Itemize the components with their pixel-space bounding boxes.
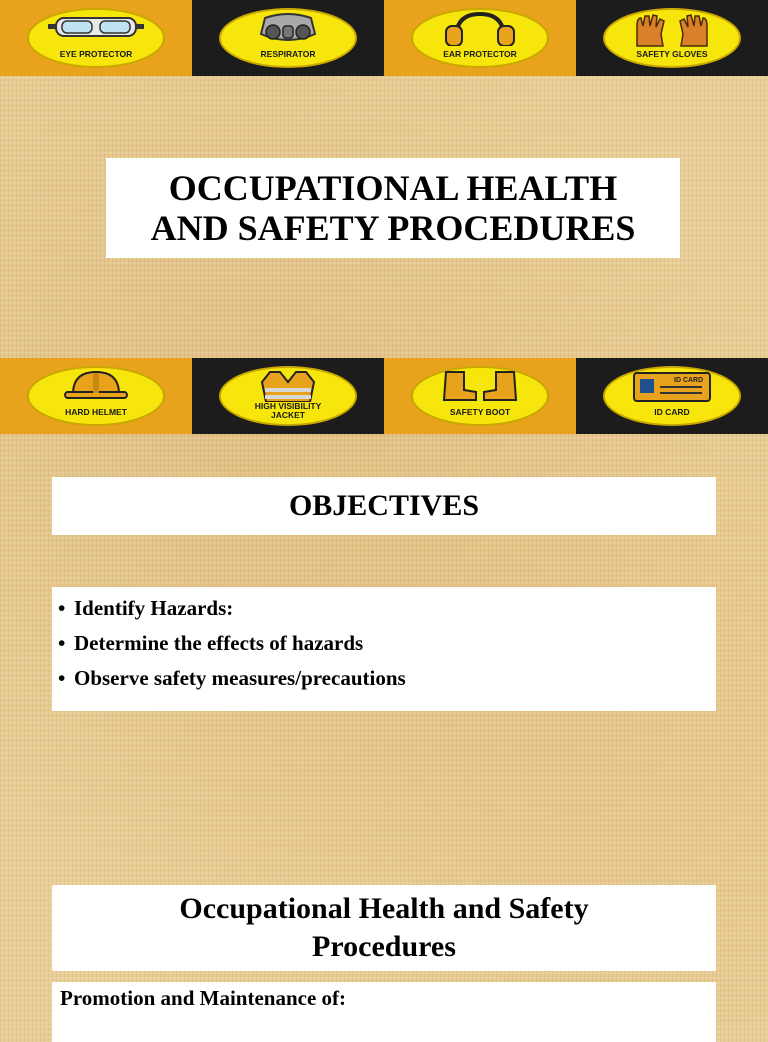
ppe-label: HIGH VISIBILITY JACKET <box>254 401 322 420</box>
section-title: Occupational Health and Safety Procedures <box>179 892 589 963</box>
ppe-label: EYE PROTECTOR <box>59 49 133 59</box>
ppe-label: SAFETY GLOVES <box>636 49 708 59</box>
goggles-icon <box>48 12 144 42</box>
title-panel <box>106 158 680 258</box>
list-item-text: Determine the effects of hazards <box>74 631 364 655</box>
promotion-panel <box>52 982 716 1042</box>
ppe-oval <box>219 8 357 68</box>
objectives-heading: OBJECTIVES <box>288 489 480 522</box>
ppe-oval <box>603 366 741 426</box>
ppe-label: EAR PROTECTOR <box>443 49 517 59</box>
ppe-cell-respirator <box>192 0 384 76</box>
id-card-icon <box>630 370 714 402</box>
ear-muffs-icon <box>440 12 520 46</box>
bullet: • <box>58 596 66 620</box>
page-title: OCCUPATIONAL HEALTH AND SAFETY PROCEDURES <box>150 168 636 248</box>
ppe-cell-safety-boot <box>384 358 576 434</box>
respirator-icon <box>253 12 323 46</box>
ppe-label: SAFETY BOOT <box>449 407 511 417</box>
objectives-list-panel <box>52 587 716 711</box>
ppe-cell-high-visibility-jacket <box>192 358 384 434</box>
ppe-strip-top <box>0 0 768 76</box>
ppe-cell-id-card <box>576 358 768 434</box>
ppe-oval <box>411 366 549 426</box>
ppe-label: ID CARD <box>654 407 690 417</box>
section-title-panel <box>52 885 716 971</box>
ppe-label: RESPIRATOR <box>260 49 316 59</box>
list-item-text: Identify Hazards: <box>74 596 234 620</box>
objectives-heading-panel <box>52 477 716 535</box>
ppe-oval <box>411 8 549 68</box>
list-item <box>58 661 716 696</box>
ppe-oval <box>603 8 741 68</box>
ppe-cell-ear-protector <box>384 0 576 76</box>
ppe-cell-eye-protector <box>0 0 192 76</box>
bullet: • <box>58 631 66 655</box>
list-item <box>58 626 716 661</box>
ppe-label: HARD HELMET <box>65 407 127 417</box>
id-card-text: ID CARD <box>674 377 704 384</box>
helmet-icon <box>61 370 131 402</box>
vest-icon <box>256 370 320 402</box>
ppe-cell-safety-gloves <box>576 0 768 76</box>
list-item-text: Observe safety measures/precautions <box>74 666 406 690</box>
promotion-text: Promotion and Maintenance of: <box>60 986 347 1010</box>
bullet: • <box>58 666 66 690</box>
boots-icon <box>438 370 522 402</box>
list-item <box>58 591 716 626</box>
ppe-strip-bottom <box>0 358 768 434</box>
ppe-oval <box>27 366 165 426</box>
ppe-cell-hard-helmet <box>0 358 192 434</box>
ppe-oval <box>219 366 357 426</box>
ppe-oval <box>27 8 165 68</box>
gloves-icon <box>629 12 715 48</box>
